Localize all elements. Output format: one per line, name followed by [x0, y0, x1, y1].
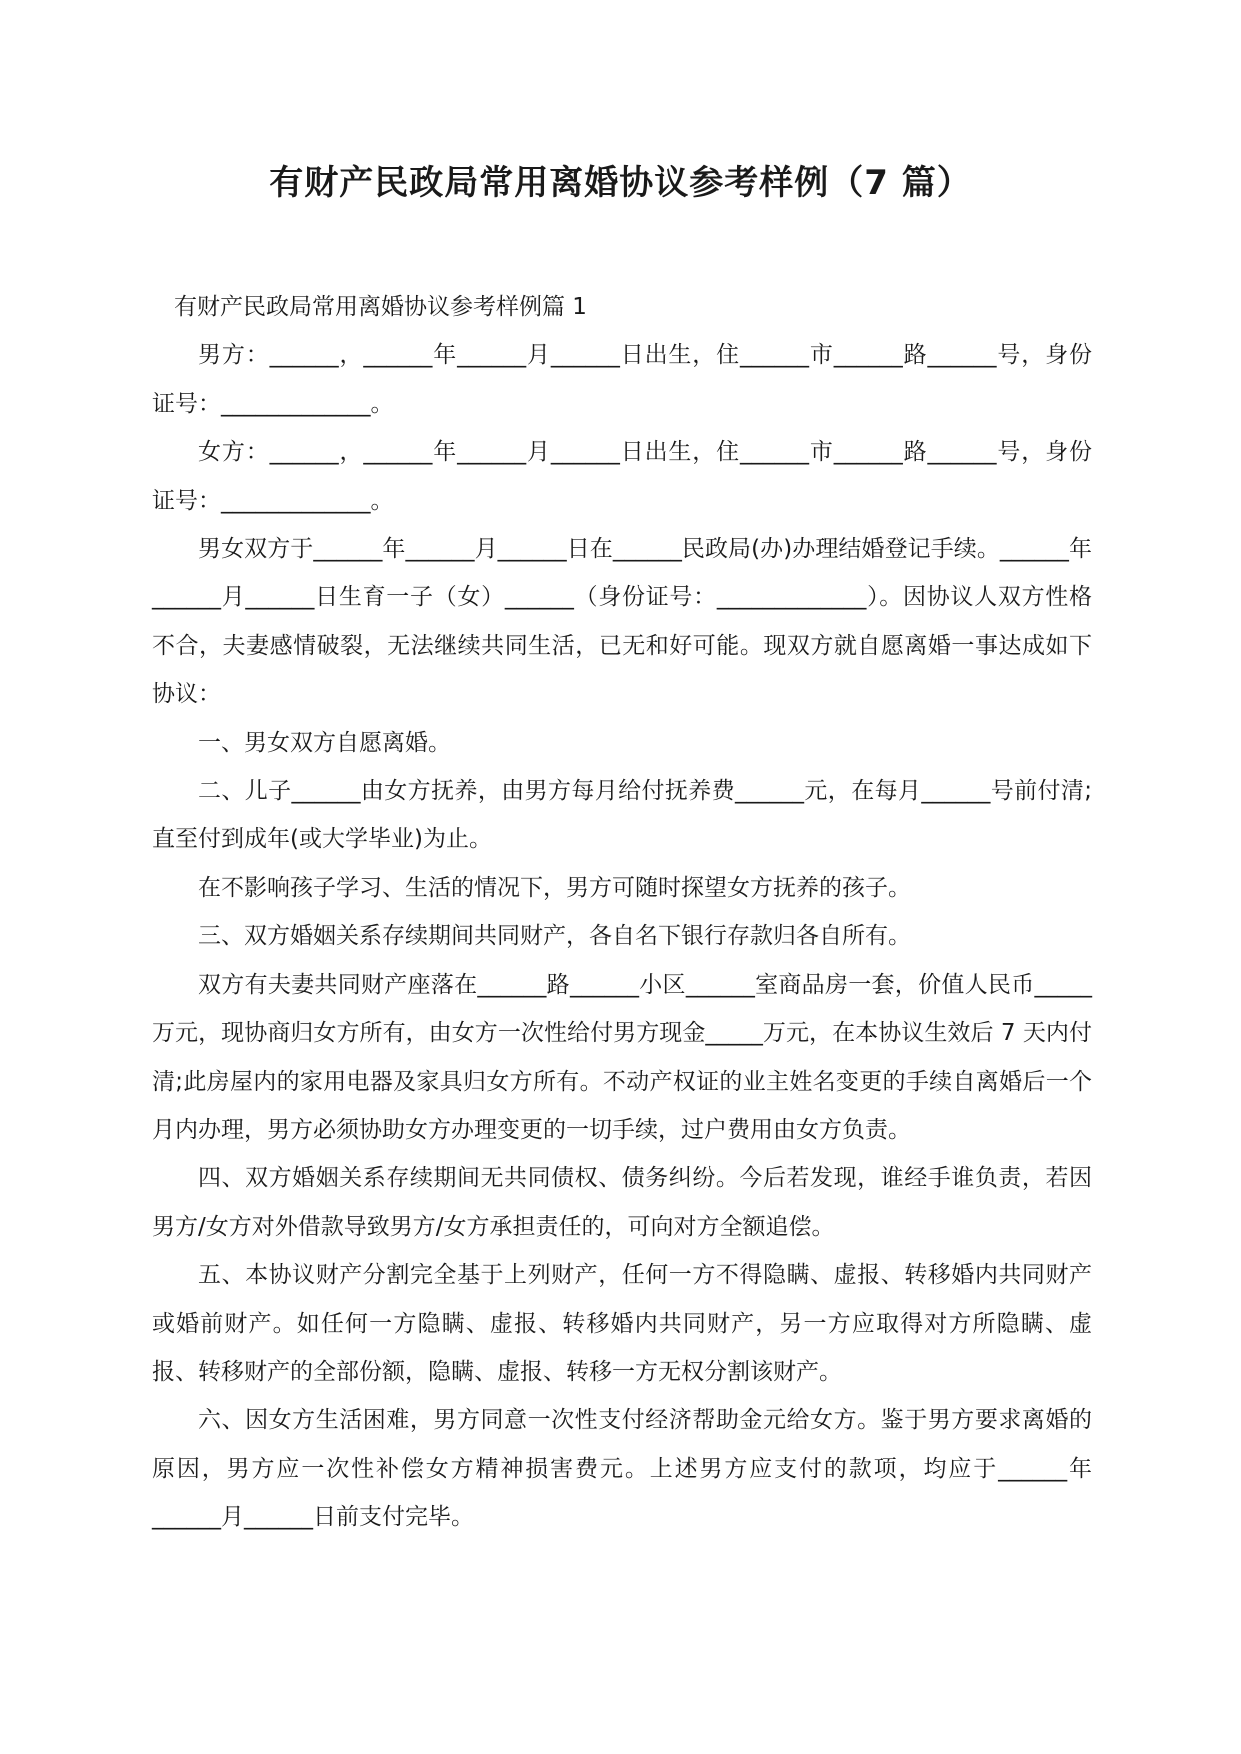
paragraph-visitation: 在不影响孩子学习、生活的情况下，男方可随时探望女方抚养的孩子。 [198, 874, 911, 901]
paragraph-wife-info: 女方：______，______年______月______日出生，住______市______路______号，身份证号：_____________。 [152, 439, 1092, 514]
paragraph-property: 双方有夫妻共同财产座落在______路______小区______室商品房一套，价值人民币_____万元，现协商归女方所有，由女方一次性给付男方现金_____万元，在本协议生效后 7 天内付清;此房屋内的家用电器及家具归女方所有。不动产权证的业主姓名变更的手续自离婚后一个月内办理，男方必须协助女方办理变更的一切手续，过户费用由女方负责。 [152, 971, 1092, 1143]
paragraph-husband-info: 男方：______，______年______月______日出生，住______市______路______号，身份证号：_____________。 [152, 342, 1092, 417]
section-heading: 有财产民政局常用离婚协议参考样例篇 1 [174, 294, 587, 320]
document-title: 有财产民政局常用离婚协议参考样例（7 篇） [269, 163, 972, 203]
clause-2: 二、儿子______由女方抚养，由男方每月给付抚养费______元，在每月______号前付清;直至付到成年(或大学毕业)为止。 [152, 778, 1092, 853]
document-body [152, 283, 1092, 1542]
paragraph-marriage-registration: 男女双方于______年______月______日在______民政局(办)办理结婚登记手续。______年______月______日生育一子（女）______（身份证号：_____________）。因协议人双方性格不合，夫妻感情破裂，无法继续共同生活，已无和好可能。现双方就自愿离婚一事达成如下协议： [152, 536, 1092, 708]
clause-1: 一、男女双方自愿离婚。 [198, 729, 451, 756]
clause-4: 四、双方婚姻关系存续期间无共同债权、债务纠纷。今后若发现，谁经手谁负责，若因男方/女方对外借款导致男方/女方承担责任的，可向对方全额追偿。 [152, 1165, 1092, 1240]
clause-6: 六、因女方生活困难，男方同意一次性支付经济帮助金元给女方。鉴于男方要求离婚的原因，男方应一次性补偿女方精神损害费元。上述男方应支付的款项，均应于______年______月______日前支付完毕。 [152, 1407, 1092, 1531]
clause-5: 五、本协议财产分割完全基于上列财产，任何一方不得隐瞒、虚报、转移婚内共同财产或婚前财产。如任何一方隐瞒、虚报、转移婚内共同财产，另一方应取得对方所隐瞒、虚报、转移财产的全部份额，隐瞒、虚报、转移一方无权分割该财产。 [152, 1262, 1092, 1385]
clause-3: 三、双方婚姻关系存续期间共同财产，各自名下银行存款归各自所有。 [198, 923, 911, 950]
